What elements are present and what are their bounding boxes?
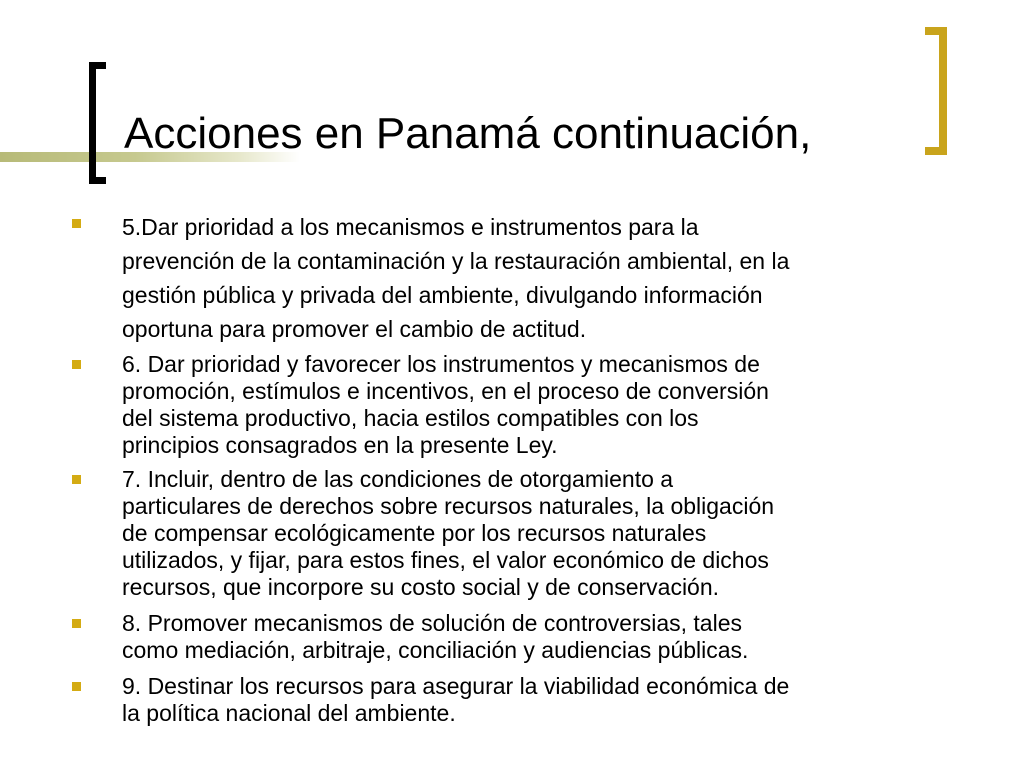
slide-title: Acciones en Panamá continuación,	[124, 109, 812, 158]
square-bullet-icon	[72, 219, 81, 228]
square-bullet-icon	[72, 682, 81, 691]
list-item	[72, 466, 962, 601]
square-bullet-icon	[72, 360, 81, 369]
right-bracket-decoration	[925, 27, 947, 155]
list-item-text: 6. Dar prioridad y favorecer los instrumentos y mecanismos de promoción, estímulos e incentivos, en el proceso de conversión del sistema productivo, hacia estilos compatibles con los principios consagrados en la presente Ley.	[122, 351, 769, 458]
list-item	[72, 610, 962, 664]
square-bullet-icon	[72, 475, 81, 484]
list-item	[72, 673, 962, 727]
list-item	[72, 210, 962, 346]
list-item-text: 7. Incluir, dentro de las condiciones de otorgamiento a particulares de derechos sobre recursos naturales, la obligación de compensar ecológicamente por los recursos naturales utilizados, y fijar, para estos fines, el valor económico de dichos recursos, que incorpore su costo social y de conservación.	[122, 466, 775, 600]
square-bullet-icon	[72, 619, 81, 628]
list-item-text: 9. Destinar los recursos para asegurar la viabilidad económica de la política nacional del ambiente.	[122, 673, 790, 726]
left-bracket-decoration	[89, 62, 106, 184]
list-item-text: 5.Dar prioridad a los mecanismos e instrumentos para la prevención de la contaminación y la restauración ambiental, en la gestión pública y privada del ambiente, divulgando información oportuna para promover el cambio de actitud.	[122, 214, 790, 342]
list-item-text: 8. Promover mecanismos de solución de controversias, tales como mediación, arbitraje, conciliación y audiencias públicas.	[122, 610, 749, 663]
list-item	[72, 351, 962, 459]
